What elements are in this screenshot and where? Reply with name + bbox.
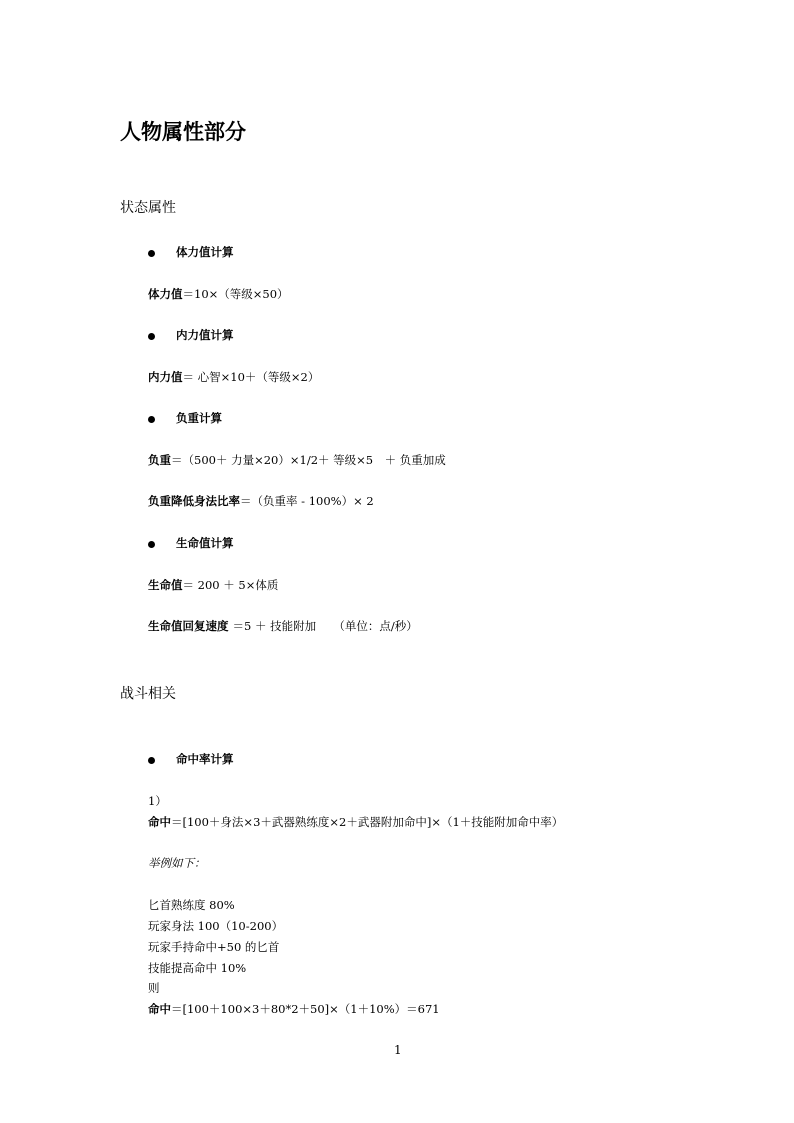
formula-load xyxy=(148,455,446,467)
bullet-icon xyxy=(148,250,155,257)
example-line: 玩家身法 100（10-200） xyxy=(148,919,284,933)
bullet-icon xyxy=(148,333,155,340)
formula-expression: ＝5 ＋ 技能附加 （单位：点/秒） xyxy=(232,619,418,633)
bullet-icon xyxy=(148,541,155,548)
formula-label: 生命值 xyxy=(148,578,183,592)
formula-label: 内力值 xyxy=(148,370,183,384)
formula-hit xyxy=(148,817,563,829)
formula-expression: ＝ 心智×10＋（等级×2） xyxy=(182,370,320,384)
formula-expression: ＝10×（等级×50） xyxy=(182,287,289,301)
formula-label: 体力值 xyxy=(148,287,183,301)
formula-load-reduction xyxy=(148,496,374,508)
page-title: 人物属性部分 xyxy=(120,120,246,144)
formula-stamina xyxy=(148,289,289,301)
formula-expression: ＝[100＋身法×3＋武器熟练度×2＋武器附加命中]×（1＋技能附加命中率） xyxy=(171,815,564,829)
formula-label: 命中 xyxy=(148,1002,171,1016)
formula-label: 命中 xyxy=(148,815,171,829)
bullet-label: 生命值计算 xyxy=(176,536,234,550)
formula-life xyxy=(148,580,278,592)
formula-label: 生命值回复速度 xyxy=(148,619,233,633)
example-line: 玩家手持命中+50 的匕首 xyxy=(148,940,280,954)
bullet-label: 体力值计算 xyxy=(176,245,234,259)
example-line: 匕首熟练度 80% xyxy=(148,898,235,912)
example-line: 技能提高命中 10% xyxy=(148,961,247,975)
example-line: 则 xyxy=(148,981,160,995)
formula-expression: ＝ 200 ＋ 5×体质 xyxy=(182,578,279,592)
formula-label: 负重 xyxy=(148,453,171,467)
formula-life-regen xyxy=(148,621,418,633)
formula-expression: ＝（负重率 - 100%）× 2 xyxy=(240,494,374,508)
bullet-label: 负重计算 xyxy=(176,411,222,425)
section-heading-status: 状态属性 xyxy=(120,200,176,216)
formula-expression: ＝（500＋ 力量×20）×1/2＋ 等级×5 ＋ 负重加成 xyxy=(171,453,446,467)
section-heading-combat: 战斗相关 xyxy=(120,686,176,702)
bullet-icon xyxy=(148,416,155,423)
bullet-label: 内力值计算 xyxy=(176,328,234,342)
formula-expression: ＝[100＋100×3＋80*2＋50]×（1＋10%）＝671 xyxy=(171,1002,440,1016)
formula-index: 1） xyxy=(148,794,167,808)
formula-inner-power xyxy=(148,372,319,384)
page-number: 1 xyxy=(394,1043,402,1057)
bullet-label: 命中率计算 xyxy=(176,752,234,766)
formula-label: 负重降低身法比率 xyxy=(148,494,240,508)
bullet-icon xyxy=(148,757,155,764)
formula-hit-result xyxy=(148,1004,440,1016)
example-intro: 举例如下： xyxy=(148,856,206,870)
